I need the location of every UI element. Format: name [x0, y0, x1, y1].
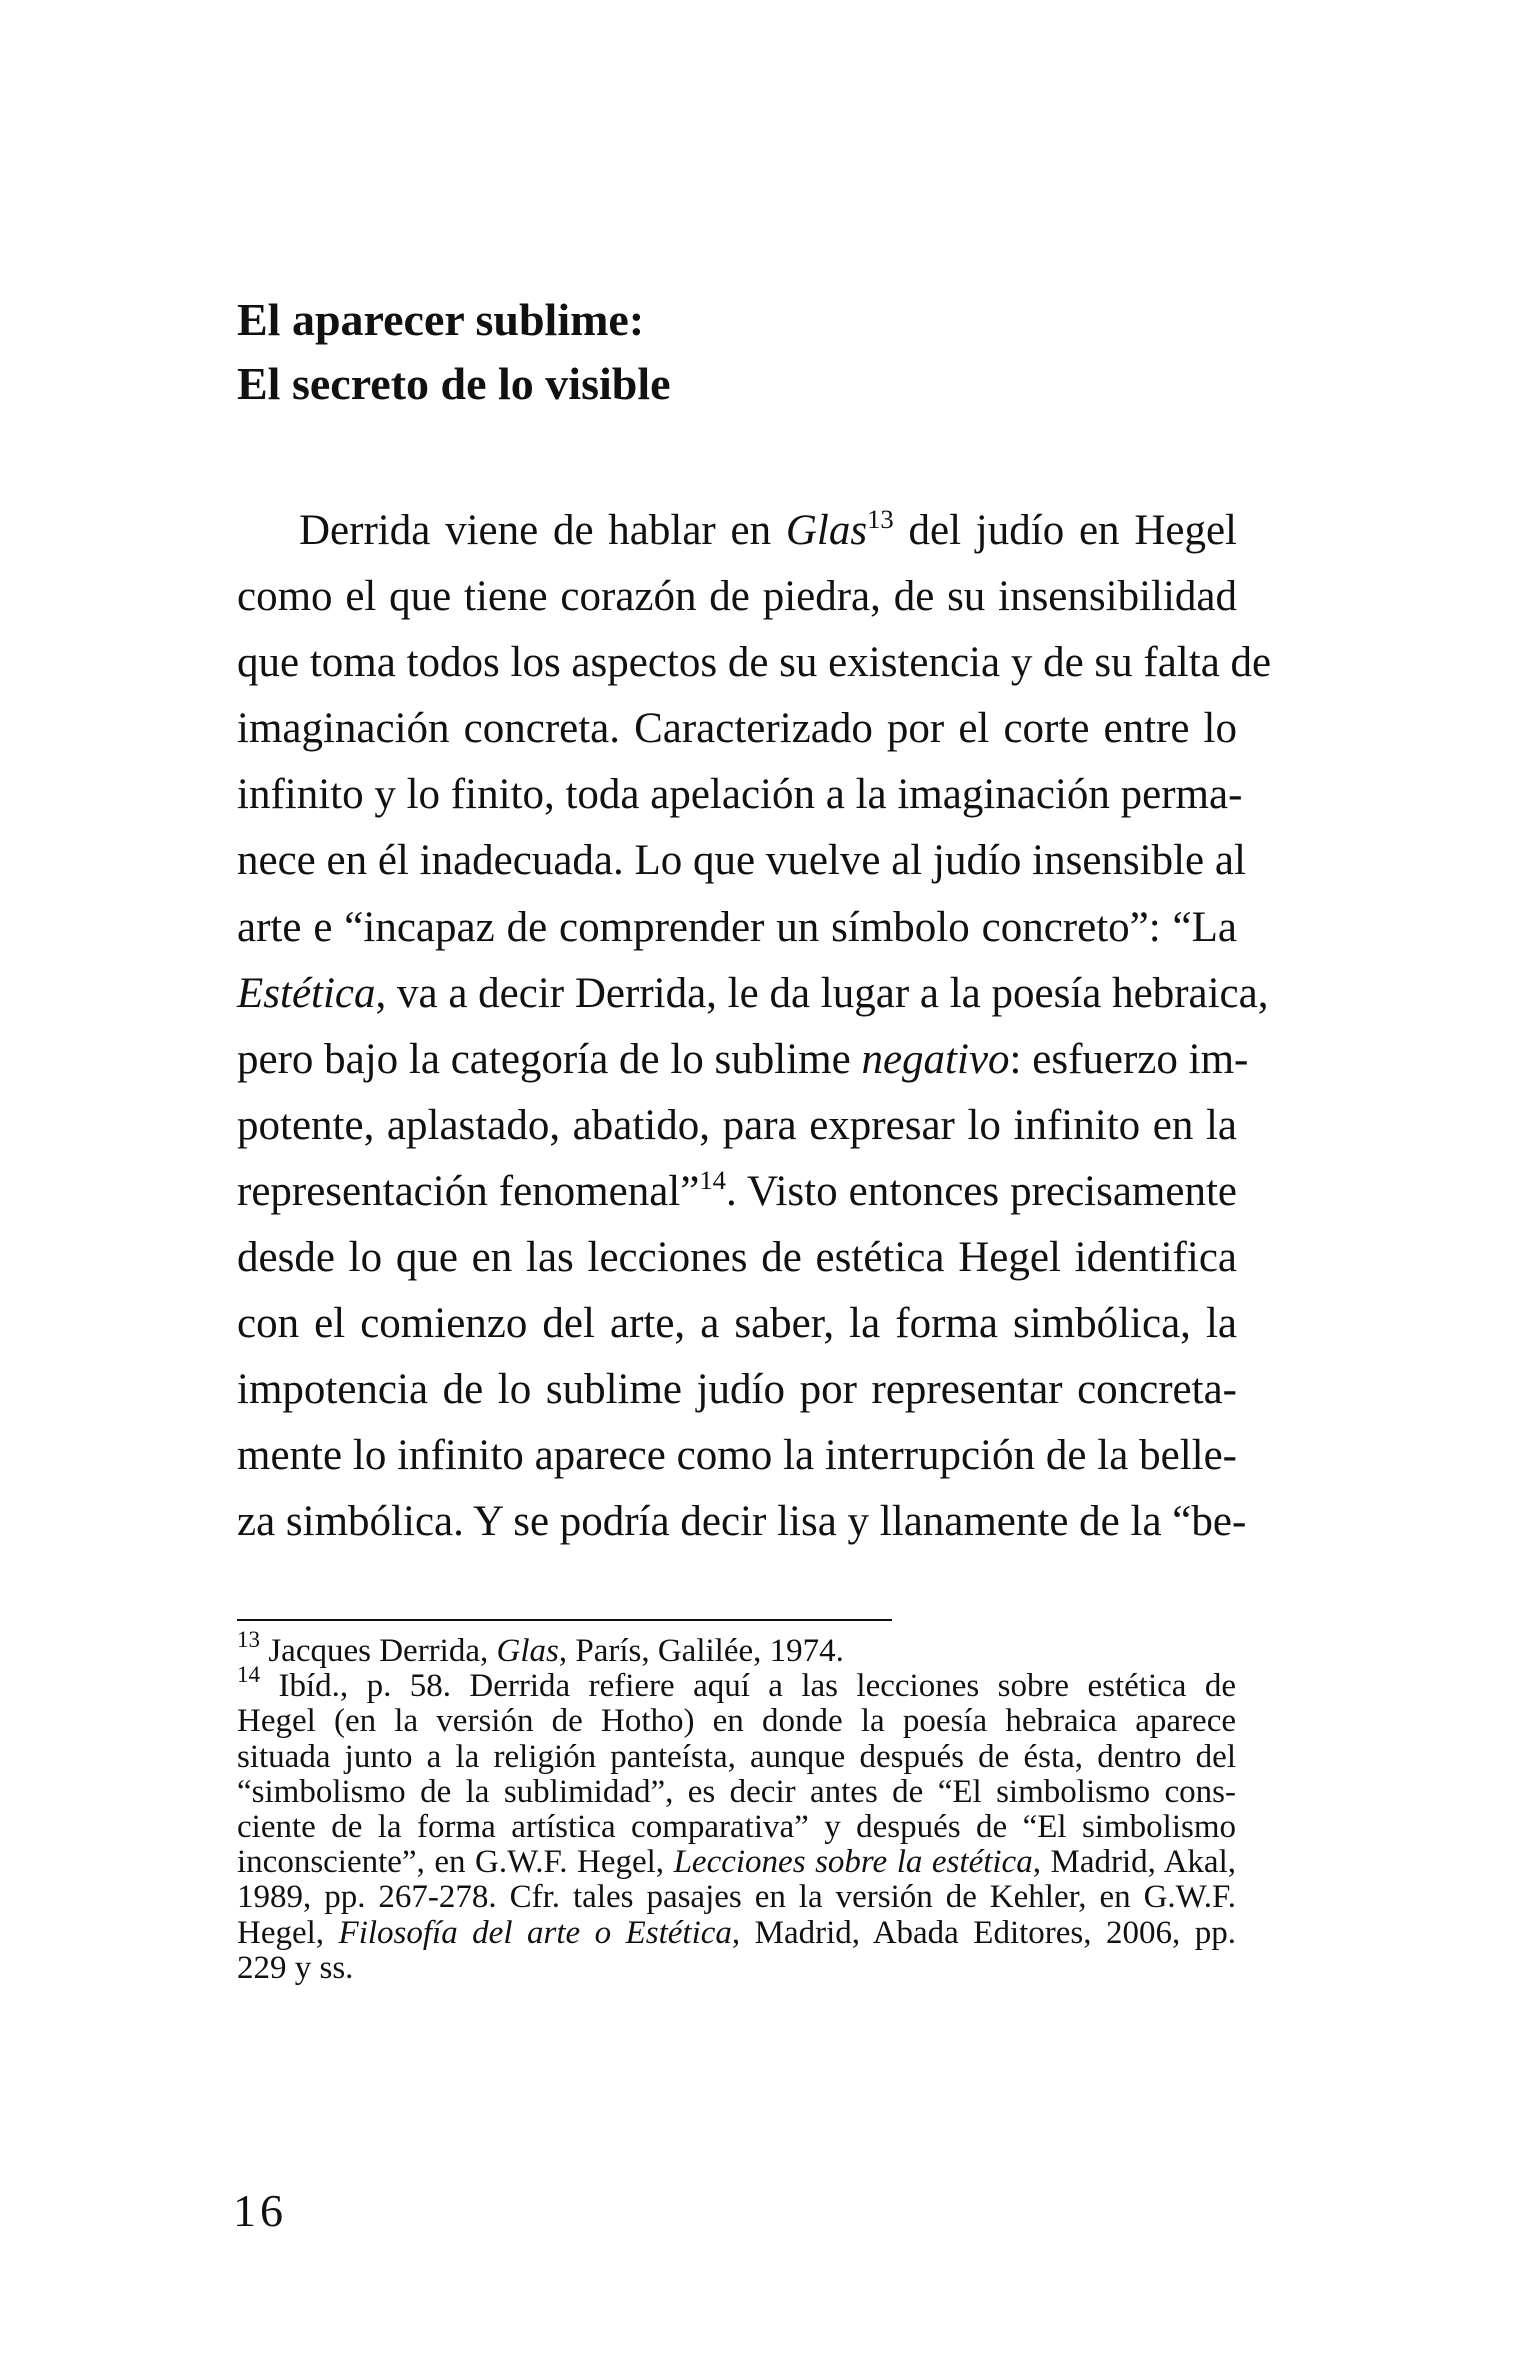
italic-term: Estética	[237, 969, 376, 1017]
footnote-ref-14: 14	[699, 1164, 726, 1195]
footnote-line: situada junto a la religión panteísta, aunque después de ésta, dentro del	[237, 1738, 1236, 1775]
italic-term: Glas	[785, 507, 868, 554]
footnote-line: Hegel, Filosofía del arte o Estética, Madrid, Abada Editores, 2006, pp.	[237, 1914, 1236, 1951]
body-line: za simbólica. Y se podría decir lisa y llanamente de la “be-	[237, 1498, 1247, 1546]
heading-line-2: El secreto de lo visible	[237, 358, 671, 409]
body-line: desde lo que en las lecciones de estética Hegel identifica	[237, 1234, 1237, 1282]
body-line: potente, aplastado, abatido, para expresar lo infinito en la	[237, 1101, 1237, 1149]
footnote-divider	[237, 1619, 892, 1621]
body-line: infinito y lo finito, toda apelación a la imaginación perma-	[237, 771, 1243, 819]
body-line: representación fenomenal”$^{14}$. Visto entonces precisamente	[237, 1164, 1237, 1215]
body-line: arte e “incapaz de comprender un símbolo concreto”: “La	[237, 903, 1237, 951]
body-line: Derrida viene de hablar en Glas$^{13}$ del judío en Hegel	[299, 504, 1237, 554]
footnotes	[237, 1626, 1236, 1986]
body-line: pero bajo la categoría de lo sublime negativo: esfuerzo im-	[237, 1035, 1249, 1083]
body-line: impotencia de lo sublime judío por representar concreta-	[237, 1366, 1237, 1414]
footnote-ref-13: 13	[867, 504, 894, 535]
footnote-line: “simbolismo de la sublimidad”, es decir antes de “El simbolismo cons-	[237, 1773, 1236, 1810]
footnote-14: $^{14}$ Ibíd., p. 58. Derrida refiere aquí a las lecciones sobre estética de	[237, 1661, 1236, 1705]
body-paragraph	[237, 498, 1272, 1556]
body-line: mente lo infinito aparece como la interrupción de la belle-	[237, 1432, 1237, 1480]
page-number: 16	[233, 2185, 287, 2236]
footnote-line: Hegel (en la versión de Hotho) en donde la poesía hebraica aparece	[237, 1703, 1236, 1740]
footnote-line: ciente de la forma artística comparativa” y después de “El simbolismo	[237, 1808, 1236, 1845]
footnote-line: 229 y ss.	[237, 1949, 354, 1986]
heading-line-1: El aparecer sublime:	[237, 294, 645, 345]
footnote-line: 1989, pp. 267-278. Cfr. tales pasajes en la versión de Kehler, en G.W.F.	[237, 1879, 1236, 1916]
body-line: nece en él inadecuada. Lo que vuelve al judío insensible al	[237, 837, 1246, 885]
body-line: imaginación concreta. Caracterizado por el corte entre lo	[237, 705, 1237, 753]
body-line: con el comienzo del arte, a saber, la forma simbólica, la	[237, 1300, 1237, 1348]
footnote-line: inconsciente”, en G.W.F. Hegel, Lecciones sobre la estética, Madrid, Akal,	[237, 1844, 1236, 1881]
italic-term: negativo	[861, 1035, 1010, 1083]
body-line: que toma todos los aspectos de su existencia y de su falta de	[237, 639, 1272, 687]
footnote-13: $^{13}$ Jacques Derrida, Glas, París, Galilée, 1974.	[237, 1626, 844, 1669]
body-line: Estética, va a decir Derrida, le da lugar a la poesía hebraica,	[237, 969, 1269, 1017]
body-line: como el que tiene corazón de piedra, de su insensibilidad	[237, 573, 1237, 621]
chapter-heading	[237, 288, 1237, 416]
